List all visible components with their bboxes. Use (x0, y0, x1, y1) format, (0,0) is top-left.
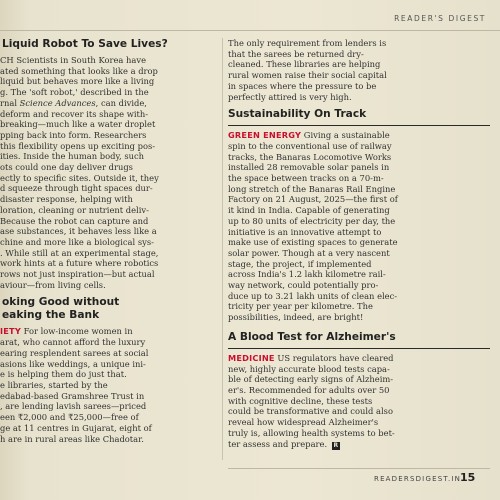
text-line: work hints at a future where robotics (0, 258, 159, 269)
text-line: pping back into form. Researchers (0, 129, 147, 140)
text-line: truly is, allowing health systems to bet- (228, 427, 395, 438)
text-line: edabad-based Gramshree Trust in (0, 390, 145, 401)
text-line: liquid but behaves more like a living (0, 76, 155, 87)
article-headline-line1: oking Good without (2, 296, 120, 309)
text-line: ge at 11 centres in Gujarat, eight of (0, 422, 152, 433)
text-line: d squeeze through tight spaces dur- (0, 183, 153, 194)
text-line: with cognitive decline, these tests (228, 395, 373, 406)
text-line: perfectly attired is very high. (228, 91, 352, 102)
text-line: this flexibility opens up exciting pos- (0, 140, 156, 151)
text-line: ase substances, it behaves less like a (0, 226, 157, 237)
text-line: ble of detecting early signs of Alzheim- (228, 374, 394, 385)
text-line: it kind in India. Capable of generating (228, 205, 390, 216)
text-line: h are in rural areas like Chadotar. (0, 433, 144, 444)
text-line: breaking—much like a water droplet (0, 119, 156, 130)
right-column (228, 38, 490, 464)
text-line: arat, who cannot afford the luxury (0, 337, 146, 348)
article-headline: Sustainability On Track (228, 108, 367, 121)
text-line: loration, cleaning or nutrient deliv- (0, 204, 149, 215)
text-line: ots could one day deliver drugs (0, 162, 133, 173)
masthead: READER'S DIGEST (394, 14, 486, 23)
text-line: asions like weddings, a unique ini- (0, 358, 146, 369)
text-line: long stretch of the Banaras Rail Engine (228, 183, 396, 194)
text-line: CH Scientists in South Korea have (0, 55, 147, 65)
text-line: ated something that looks like a drop (0, 65, 158, 76)
text-line: could be transformative and could also (228, 406, 393, 417)
text-line: rnal Science Advances, can divide, (0, 97, 147, 108)
text-line: aviour—from living cells. (0, 279, 106, 290)
top-rule (0, 30, 500, 31)
text-line: chine and more like a biological sys- (0, 236, 154, 247)
end-mark-icon: R (333, 441, 339, 449)
article-headline: Liquid Robot To Save Lives? (2, 38, 168, 50)
text-line (228, 353, 490, 364)
text-line: new, highly accurate blood tests capa- (228, 363, 390, 374)
section-kicker: GREEN ENERGY (228, 130, 302, 141)
headline-rule (228, 348, 490, 349)
text-line: possibilities, indeed, are bright! (228, 312, 364, 323)
article-headline: A Blood Test for Alzheimer's (228, 330, 396, 343)
text-line: across India's 1.2 lakh kilometre rail- (228, 269, 386, 280)
text-line: way network, could potentially pro- (228, 280, 379, 291)
text-line: The only requirement from lenders is (228, 38, 387, 48)
column-divider (222, 38, 223, 460)
text-line: e is helping them do just that. (0, 369, 127, 380)
article-alzheimers (228, 331, 490, 450)
text-line: e libraries, started by the (0, 379, 108, 390)
text-line: , are lending lavish sarees—priced (0, 401, 147, 412)
article-body (228, 353, 490, 450)
text-line: . While still at an experimental stage, (0, 247, 159, 258)
text-line: the space between tracks on a 70-m- (228, 173, 384, 184)
text-line: deform and recover its shape with- (0, 108, 149, 119)
section-kicker: MEDICINE (228, 352, 275, 363)
left-column (0, 38, 218, 464)
text-line: installed 28 removable solar panels in (228, 162, 390, 173)
section-kicker: IETY (0, 326, 21, 337)
text-line: make use of existing spaces to generate (228, 237, 398, 248)
headline-rule (228, 125, 490, 126)
text-line-rest: US regulators have cleared (274, 352, 394, 363)
text-line (0, 326, 218, 337)
text-line: duce up to 3.21 lakh units of clean elec- (228, 290, 398, 301)
text-line: stage, the project, if implemented (228, 258, 372, 269)
text-line: ter assess and prepare. R (228, 438, 339, 449)
article-body (0, 55, 218, 290)
text-line: rural women raise their social capital (228, 70, 387, 81)
text-line: g. The 'soft robot,' described in the (0, 87, 149, 98)
text-line: tracks, the Banaras Locomotive Works (228, 151, 392, 162)
text-line: ectly to specific sites. Outside it, they (0, 172, 159, 183)
article-headline-line2: eaking the Bank (2, 309, 100, 322)
text-line: een ₹2,000 and ₹25,000—free of (0, 412, 139, 423)
text-line: tricity per year per kilometre. The (228, 301, 373, 312)
text-line: that the sarees be returned dry- (228, 48, 364, 59)
page-number: 15 (460, 471, 476, 484)
text-line: in spaces where the pressure to be (228, 80, 377, 91)
text-line: Because the robot can capture and (0, 215, 149, 226)
text-line: spin to the conventional use of railway (228, 140, 392, 151)
text-line-rest: For low-income women in (20, 326, 133, 337)
text-line: disaster response, helping with (0, 194, 133, 205)
article-sustainability (228, 108, 490, 323)
text-line: er's. Recommended for adults over 50 (228, 384, 390, 395)
text-line: cleaned. These libraries are helping (228, 59, 381, 70)
text-line: up to 80 units of electricity per day, the (228, 215, 396, 226)
article-liquid-robot (0, 38, 218, 290)
footer-rule (228, 468, 490, 469)
text-line: ities. Inside the human body, such (0, 151, 145, 162)
text-line: rows not just inspiration—but actual (0, 269, 155, 280)
continuation-text (228, 38, 490, 102)
text-line: initiative is an innovative attempt to (228, 226, 382, 237)
text-line: earing resplendent sarees at social (0, 347, 149, 358)
article-body (228, 130, 490, 323)
text-line (228, 130, 490, 141)
article-body (0, 326, 218, 444)
article-saree-library (0, 296, 218, 444)
text-line-rest: Giving a sustainable (301, 130, 390, 141)
text-line: solar power. Though at a very nascent (228, 247, 390, 258)
text-line: reveal how widespread Alzheimer's (228, 417, 379, 428)
footer-url: READERSDIGEST.IN (374, 475, 462, 483)
text-line: Factory on 21 August, 2025—the first of (228, 194, 398, 205)
